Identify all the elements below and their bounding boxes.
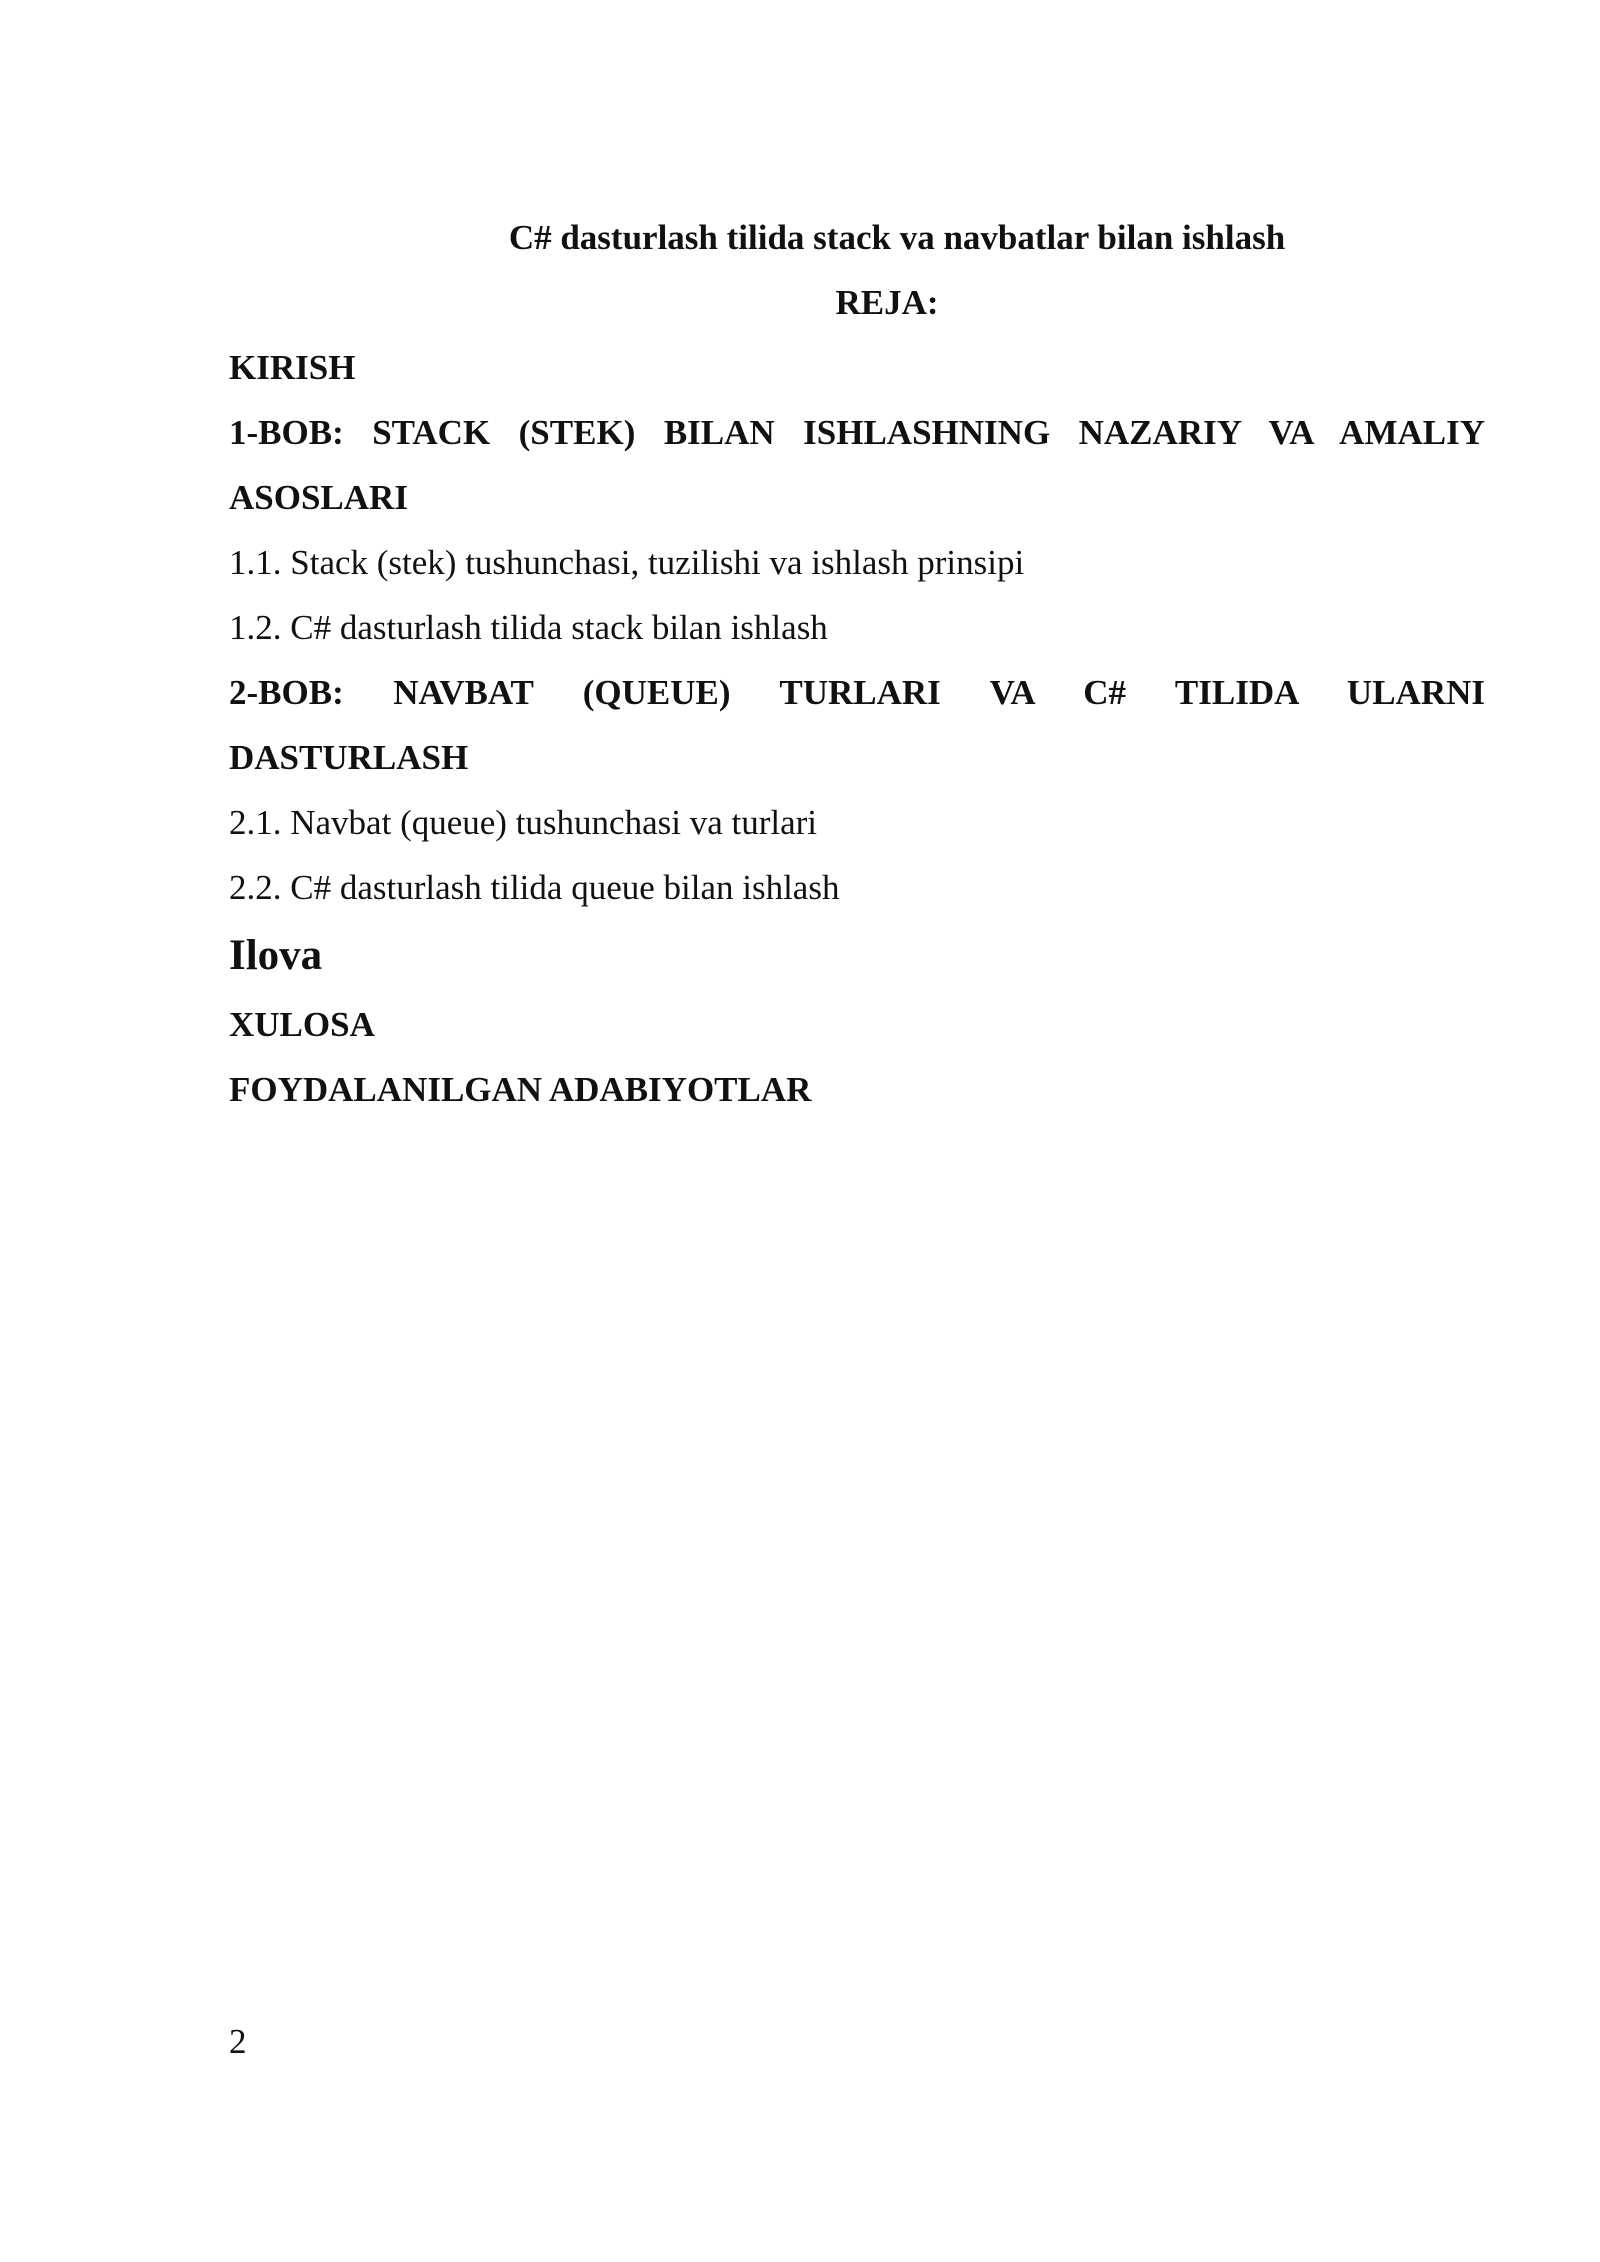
toc-item-conclusion: XULOSA — [229, 1005, 375, 1044]
toc-item-section-2-2: 2.2. C# dasturlash tilida queue bilan ishlash — [229, 868, 840, 907]
toc-item-chapter-1: 1-BOB: STACK (STEK) BILAN ISHLASHNING NAZARIY VA AMALIY — [229, 413, 1485, 452]
toc-item-chapter-2-continuation: DASTURLASH — [229, 738, 469, 777]
toc-item-intro: KIRISH — [229, 348, 356, 387]
toc-item-chapter-1-continuation: ASOSLARI — [229, 478, 408, 517]
toc-item-section-1-2: 1.2. C# dasturlash tilida stack bilan ishlash — [229, 608, 828, 647]
toc-item-chapter-2: 2-BOB: NAVBAT (QUEUE) TURLARI VA C# TILIDA ULARNI — [229, 673, 1485, 712]
toc-item-references: FOYDALANILGAN ADABIYOTLAR — [229, 1070, 812, 1109]
toc-item-section-1-1: 1.1. Stack (stek) tushunchasi, tuzilishi va ishlash prinsipi — [229, 543, 1025, 582]
page-number: 2 — [229, 2022, 247, 2061]
toc-item-section-2-1: 2.1. Navbat (queue) tushunchasi va turlari — [229, 803, 818, 842]
document-title: C# dasturlash tilida stack va navbatlar bilan ishlash — [508, 218, 1286, 257]
plan-heading: REJA: — [835, 283, 939, 322]
toc-item-appendix: Ilova — [229, 932, 323, 979]
table-of-contents — [229, 205, 1485, 1122]
